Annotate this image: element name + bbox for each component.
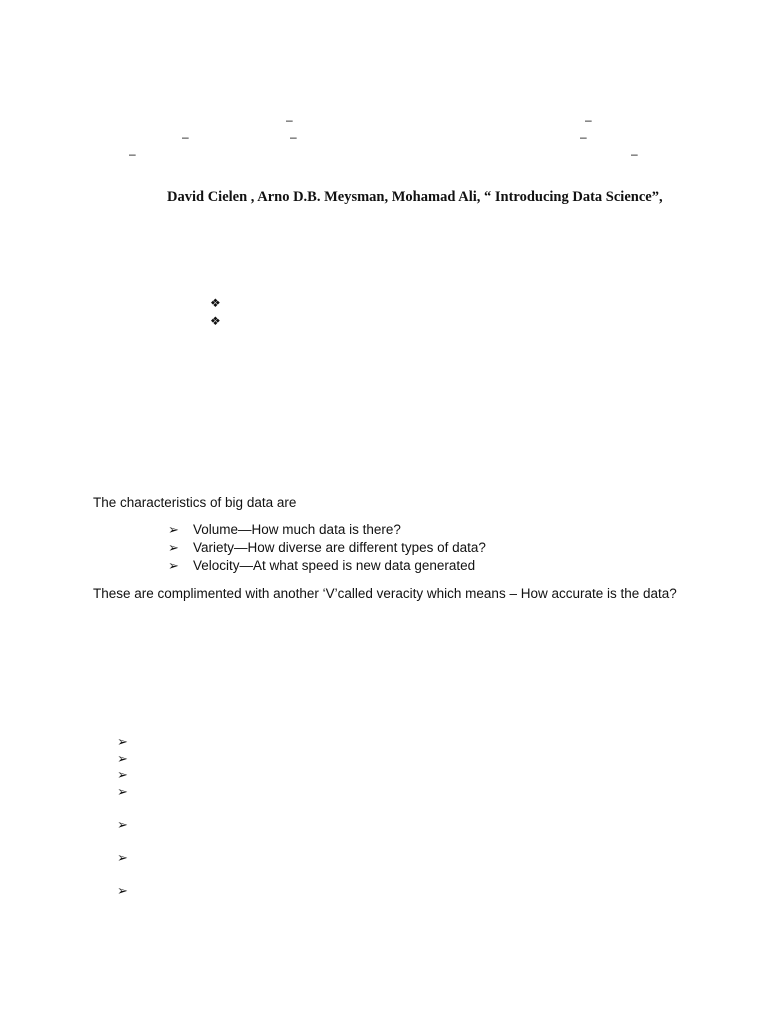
- reference-citation: David Cielen , Arno D.B. Meysman, Mohamad Ali, “ Introducing Data Science”,: [167, 189, 663, 205]
- arrow-bullet-icon: ➢: [117, 850, 128, 865]
- arrow-bullet-icon: ➢: [117, 883, 128, 898]
- diamond-bullet-icon: ❖: [210, 296, 221, 310]
- list-item: [168, 539, 486, 557]
- dash-mark: –: [580, 130, 587, 144]
- diamond-bullet-icon: ❖: [210, 314, 221, 328]
- list-item-text: Velocity—At what speed is new data generated: [193, 558, 476, 573]
- characteristics-intro: The characteristics of big data are: [93, 495, 297, 510]
- arrow-bullet-icon: ➢: [117, 734, 128, 749]
- arrow-bullet-icon: ➢: [117, 767, 128, 782]
- list-item-text: Volume—How much data is there?: [193, 522, 401, 537]
- dash-mark: –: [631, 147, 638, 161]
- list-item: [168, 557, 476, 575]
- list-item-text: Variety—How diverse are different types of data?: [193, 540, 486, 555]
- arrow-bullet-icon: ➢: [168, 522, 179, 537]
- list-item: [168, 521, 401, 539]
- dash-mark: –: [290, 130, 297, 144]
- dash-mark: –: [585, 113, 592, 127]
- dash-mark: –: [286, 113, 293, 127]
- dash-mark: –: [182, 130, 189, 144]
- arrow-bullet-icon: ➢: [117, 817, 128, 832]
- arrow-bullet-icon: ➢: [168, 558, 179, 573]
- arrow-bullet-icon: ➢: [168, 540, 179, 555]
- dash-mark: –: [129, 147, 136, 161]
- veracity-note: These are complimented with another ‘V’called veracity which means – How accurate is the data?: [93, 586, 677, 601]
- arrow-bullet-icon: ➢: [117, 784, 128, 799]
- arrow-bullet-icon: ➢: [117, 751, 128, 766]
